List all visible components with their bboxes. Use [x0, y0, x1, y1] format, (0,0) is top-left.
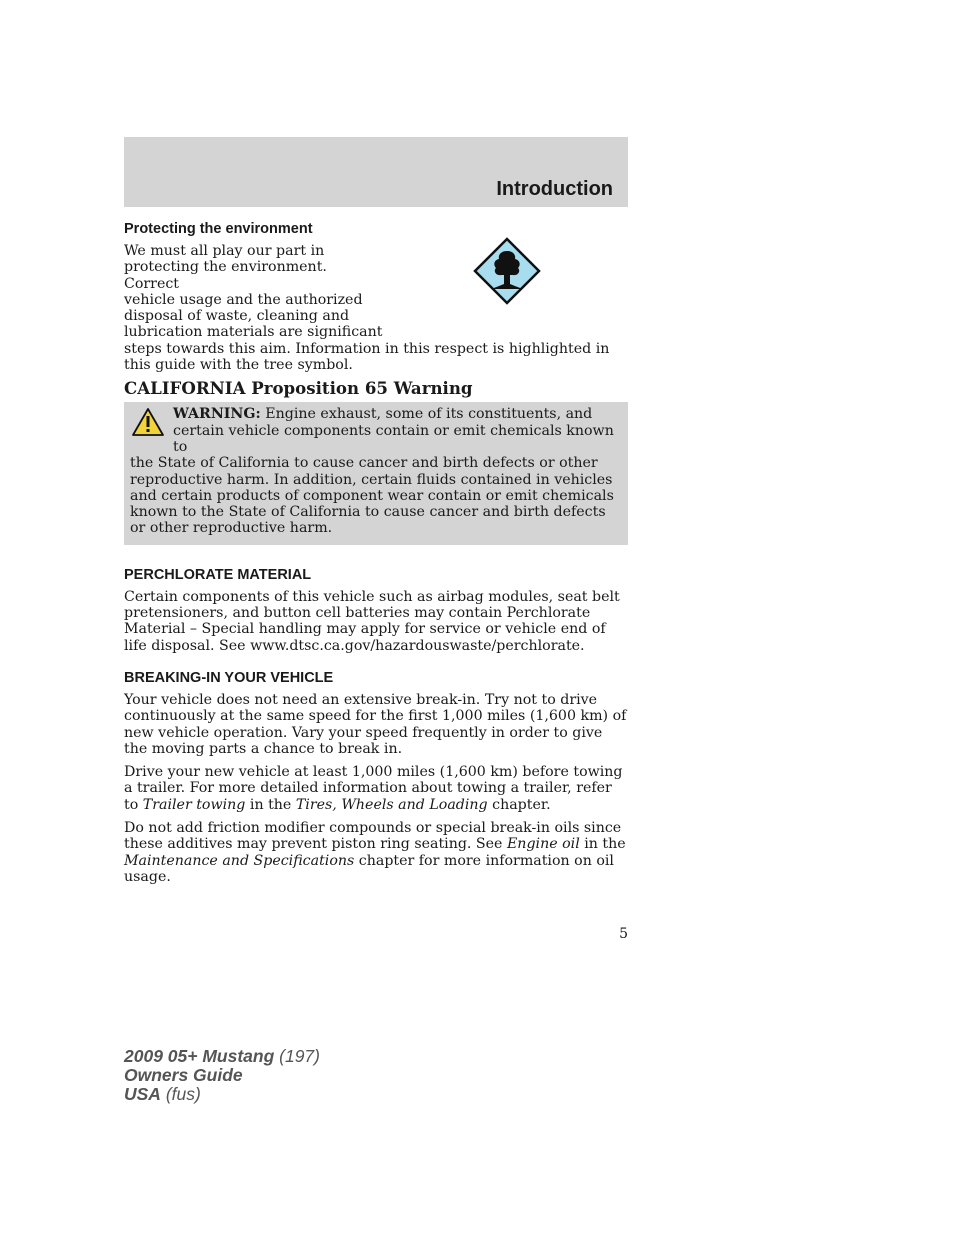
maintenance-specifications-reference: Maintenance and Specifications	[124, 852, 355, 869]
page-number: 5	[619, 926, 628, 942]
warning-rest-text: the State of California to cause cancer and birth defects or other reproductive harm. In addition, certain fluids contained in vehicles and certain products of component wear contain or emit chemicals known to the State of California to cause cancer and birth defects or other reproductive harm.	[130, 455, 614, 537]
breaking-in-heading: BREAKING-IN YOUR VEHICLE	[124, 669, 334, 686]
warning-box	[124, 402, 628, 544]
environment-line: We must all play our part in	[124, 243, 325, 259]
tree-symbol-icon	[473, 237, 541, 305]
trailer-towing-reference: Trailer towing	[142, 796, 246, 813]
chapter-title: Introduction	[496, 178, 613, 200]
breaking-in-paragraph-2	[124, 764, 628, 813]
environment-section	[124, 243, 628, 341]
footer-line-3	[124, 1085, 320, 1104]
footer-model: 2009 05+ Mustang	[124, 1046, 275, 1066]
footer-line-2	[124, 1066, 320, 1085]
footer-model-code: (197)	[274, 1046, 320, 1066]
environment-text-lines	[124, 243, 384, 341]
breaking-in-paragraph-3	[124, 820, 628, 885]
environment-line: vehicle usage and the authorized	[124, 291, 363, 308]
environment-line: protecting the environment. Correct	[124, 259, 327, 292]
engine-oil-reference: Engine oil	[506, 836, 580, 853]
p3-text-c: chapter for more information on oil usage.	[124, 852, 614, 885]
p2-text-c: chapter.	[487, 796, 551, 813]
perchlorate-heading: PERCHLORATE MATERIAL	[124, 566, 312, 583]
perchlorate-text: Certain components of this vehicle such as airbag modules, seat belt pretensioners, and button cell batteries may contain Perchlorate Material – Special handling may apply for service or vehicle end of life disposal. See www.dtsc.ca.gov/hazardouswaste/perchlorate.	[124, 588, 620, 654]
tires-wheels-loading-reference: Tires, Wheels and Loading	[295, 796, 488, 813]
warning-triangle-icon	[131, 407, 165, 437]
breaking-in-paragraph-1: Your vehicle does not need an extensive break-in. Try not to drive continuously at the same speed for the first 1,000 miles (1,600 km) of new vehicle operation. Vary your speed frequently in order to give the moving parts a chance to break in.	[124, 691, 627, 757]
footer-line-1	[124, 1047, 320, 1066]
document-footer	[124, 1047, 320, 1104]
p3-text-b: in the	[579, 836, 626, 853]
environment-line: lubrication materials are significant	[124, 324, 383, 341]
page-content	[124, 220, 628, 885]
warning-first-text	[130, 406, 620, 455]
p2-text-a: Drive your new vehicle at least 1,000 miles (1,600 km) before towing a trailer. For more detailed information about towing a trailer, refer to	[124, 764, 623, 813]
p2-text-b: in the	[245, 796, 296, 813]
warning-first-span: Engine exhaust, some of its constituents, and certain vehicle components contain or emit chemicals known to	[173, 406, 614, 455]
p3-text-a: Do not add friction modifier compounds or special break-in oils since these additives may prevent piston ring seating. See	[124, 820, 622, 853]
environment-continuation: steps towards this aim. Information in this respect is highlighted in this guide with the tree symbol.	[124, 340, 610, 374]
footer-guide-name: Owners Guide	[124, 1065, 243, 1085]
chapter-header-band	[124, 137, 628, 207]
warning-label: WARNING:	[173, 406, 261, 423]
footer-market: USA	[124, 1084, 161, 1104]
footer-market-code: (fus)	[160, 1084, 201, 1104]
environment-line: disposal of waste, cleaning and	[124, 308, 350, 325]
california-heading: CALIFORNIA Proposition 65 Warning	[124, 378, 473, 399]
environment-heading: Protecting the environment	[124, 221, 313, 237]
